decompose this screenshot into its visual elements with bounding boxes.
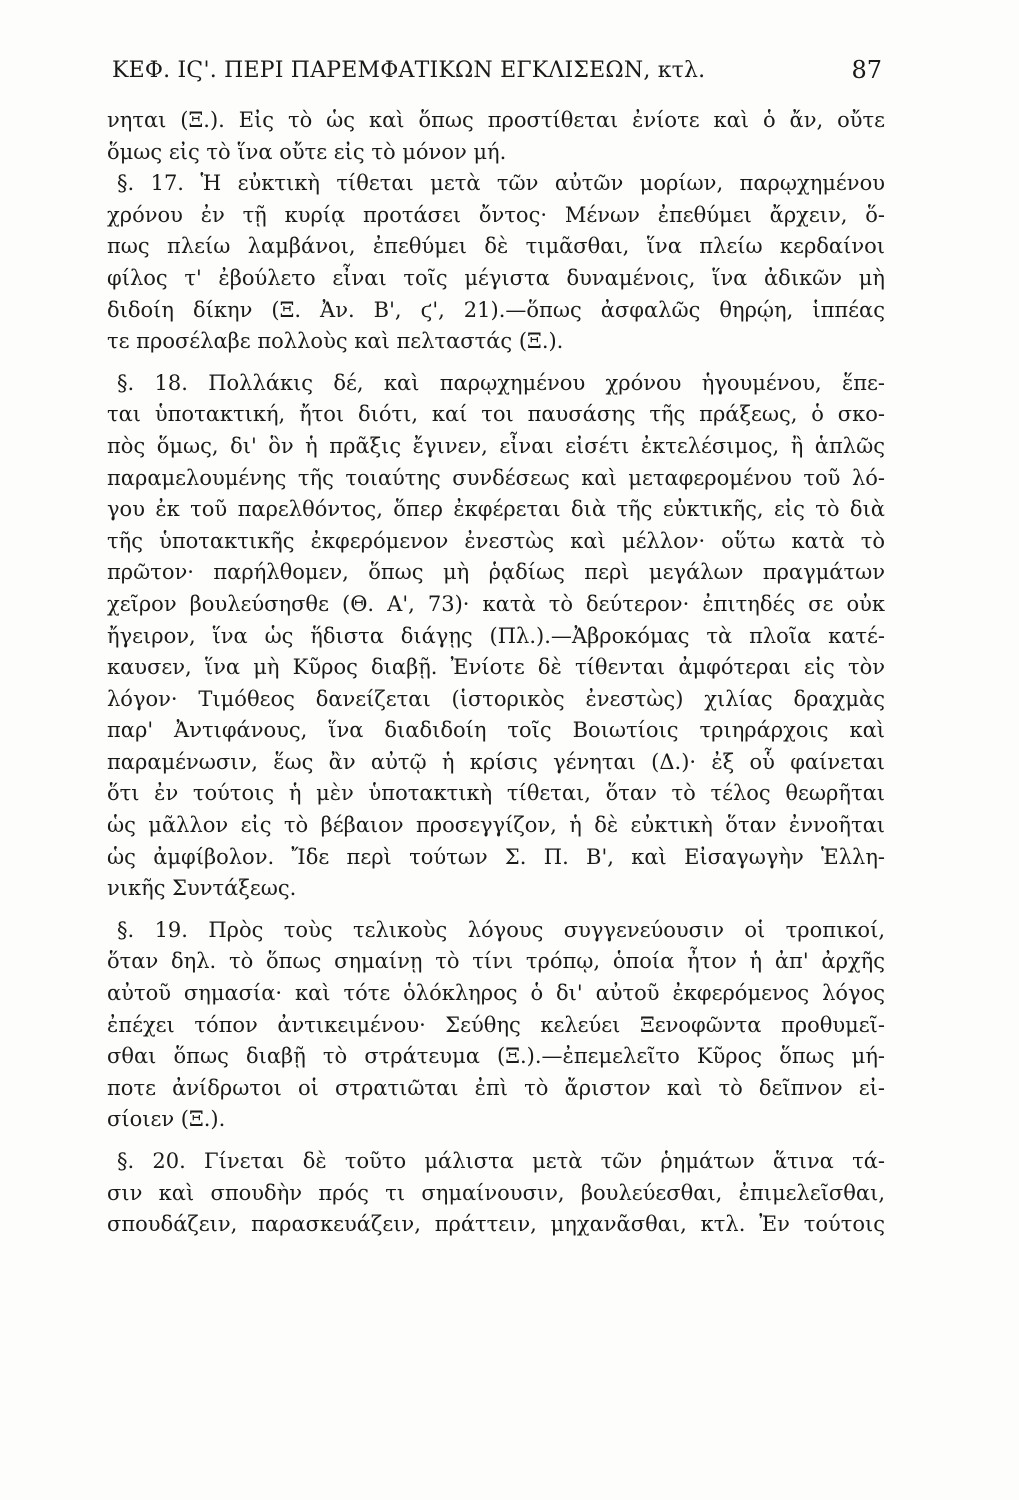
text-line: ὅμως εἰς τὸ ἵνα οὔτε εἰς τὸ μόνον μή. <box>107 139 507 164</box>
text-line: νηται (Ξ.). Εἰς τὸ ὡς καὶ ὅπως προστίθεται ἐνίοτε καὶ ὁ ἄν, οὔτε <box>107 108 885 132</box>
text-line: §. 18. Πολλάκις δέ, καὶ παρῳχημένου χρόνου ἡγουμένου, ἕπε- <box>117 370 885 395</box>
paragraph-gap <box>107 358 885 368</box>
page-number: 87 <box>851 56 882 84</box>
text-line: γου ἐκ τοῦ παρελθόντος, ὅπερ ἐκφέρεται διὰ τῆς εὐκτικῆς, εἰς τὸ διὰ <box>107 497 885 522</box>
text-line: χρόνου ἐν τῇ κυρίᾳ προτάσει ὄντος· Μένων ἐπεθύμει ἄρχειν, ὅ- <box>107 202 885 227</box>
text-line: τε προσέλαβε πολλοὺς καὶ πελταστάς (Ξ.). <box>107 329 564 354</box>
text-line: ποτε ἀνίδρωτοι οἱ στρατιῶται ἐπὶ τὸ ἄριστον καὶ τὸ δεῖπνον εἰ- <box>107 1075 885 1100</box>
text-line: §. 20. Γίνεται δὲ τοῦτο μάλιστα μετὰ τῶν ῥημάτων ἅτινα τά- <box>117 1149 885 1173</box>
text-line: νικῆς Συντάξεως. <box>107 876 297 901</box>
text-line: ἤγειρον, ἵνα ὡς ἥδιστα διάγῃς (Πλ.).—Ἀβροκόμας τὰ πλοῖα κατέ- <box>107 623 885 648</box>
text-line: τῆς ὑποτακτικῆς ἐκφερόμενον ἐνεστὼς καὶ μέλλον· οὕτω κατὰ τὸ <box>107 528 885 553</box>
text-line: ὡς μᾶλλον εἰς τὸ βέβαιον προσεγγίζον, ἡ δὲ εὐκτικὴ ὅταν ἐννοῆται <box>107 813 885 838</box>
chapter-title: ΚΕΦ. ΙϚ'. ΠΕΡΙ ΠΑΡΕΜΦΑΤΙΚΩΝ ΕΓΚΛΙΣΕΩΝ, κτλ. <box>112 58 706 83</box>
text-line: χεῖρον βουλεύσησθε (Θ. Α', 73)· κατὰ τὸ δεύτερον· ἐπιτηδές σε οὐκ <box>107 591 885 616</box>
text-line: πως πλείω λαμβάνοι, ἐπεθύμει δὲ τιμᾶσθαι, ἵνα πλείω κερδαίνοι <box>107 234 885 259</box>
text-line: ται ὑποτακτική, ἤτοι διότι, καί τοι παυσάσης τῆς πράξεως, ὁ σκο- <box>107 402 885 427</box>
text-line: παραμελουμένης τῆς τοιαύτης συνδέσεως καὶ μεταφερομένου τοῦ λό- <box>107 465 885 490</box>
text-line: καυσεν, ἵνα μὴ Κῦρος διαβῇ. Ἐνίοτε δὲ τίθενται ἀμφότεραι εἰς τὸν <box>107 655 885 680</box>
text-line: ὅτι ἐν τούτοις ἡ μὲν ὑποτακτικὴ τίθεται, ὅταν τὸ τέλος θεωρῆται <box>107 781 885 806</box>
paragraph-gap <box>107 1136 885 1146</box>
text-line: §. 17. Ἡ εὐκτικὴ τίθεται μετὰ τῶν αὐτῶν μορίων, παρῳχημένου <box>117 171 885 196</box>
text-line: λόγον· Τιμόθεος δανείζεται (ἱστορικὸς ἐνεστὼς) χιλίας δραχμὰς <box>107 686 885 711</box>
text-line: πὸς ὅμως, δι' ὃν ἡ πρᾶξις ἔγινεν, εἶναι εἰσέτι ἐκτελέσιμος, ἢ ἁπλῶς <box>107 433 885 458</box>
text-line: αὐτοῦ σημασία· καὶ τότε ὁλόκληρος ὁ δι' αὐτοῦ ἐκφερόμενος λόγος <box>107 981 885 1006</box>
text-line: σιν καὶ σπουδὴν πρός τι σημαίνουσιν, βουλεύεσθαι, ἐπιμελεῖσθαι, <box>107 1180 885 1205</box>
text-line: σπουδάζειν, παρασκευάζειν, πράττειν, μηχανᾶσθαι, κτλ. Ἐν τούτοις <box>107 1212 885 1237</box>
running-header <box>112 58 882 98</box>
text-line: σθαι ὅπως διαβῇ τὸ στράτευμα (Ξ.).—ἐπεμελεῖτο Κῦρος ὅπως μή- <box>107 1044 885 1069</box>
text-line: ἐπέχει τόπον ἀντικειμένου· Σεύθης κελεύει Ξενοφῶντα προθυμεῖ- <box>107 1012 885 1037</box>
paragraph-gap <box>107 905 885 915</box>
text-line: παραμένωσιν, ἕως ἂν αὐτῷ ἡ κρίσις γένηται (Δ.)· ἐξ οὗ φαίνεται <box>107 749 885 774</box>
body-text <box>107 105 885 1241</box>
text-line: ὡς ἀμφίβολον. Ἴδε περὶ τούτων Σ. Π. Β', καὶ Εἰσαγωγὴν Ἑλλη- <box>107 844 885 869</box>
text-line: παρ' Ἀντιφάνους, ἵνα διαδιδοίη τοῖς Βοιωτίοις τριηράρχοις καὶ <box>107 718 885 743</box>
text-line: φίλος τ' ἐβούλετο εἶναι τοῖς μέγιστα δυναμένοις, ἵνα ἀδικῶν μὴ <box>107 265 885 290</box>
text-line: πρῶτον· παρήλθομεν, ὅπως μὴ ῥᾳδίως περὶ μεγάλων πραγμάτων <box>107 560 885 585</box>
text-line: §. 19. Πρὸς τοὺς τελικοὺς λόγους συγγενεύουσιν οἱ τροπικοί, <box>117 917 885 942</box>
text-line: σίοιεν (Ξ.). <box>107 1107 226 1132</box>
text-line: διδοίη δίκην (Ξ. Ἀν. Β', ϛ', 21).—ὅπως ἀσφαλῶς θηρῴη, ἱππέας <box>107 297 885 322</box>
text-line: ὅταν δηλ. τὸ ὅπως σημαίνῃ τὸ τίνι τρόπῳ, ὁποία ἦτον ἡ ἀπ' ἀρχῆς <box>107 949 885 974</box>
